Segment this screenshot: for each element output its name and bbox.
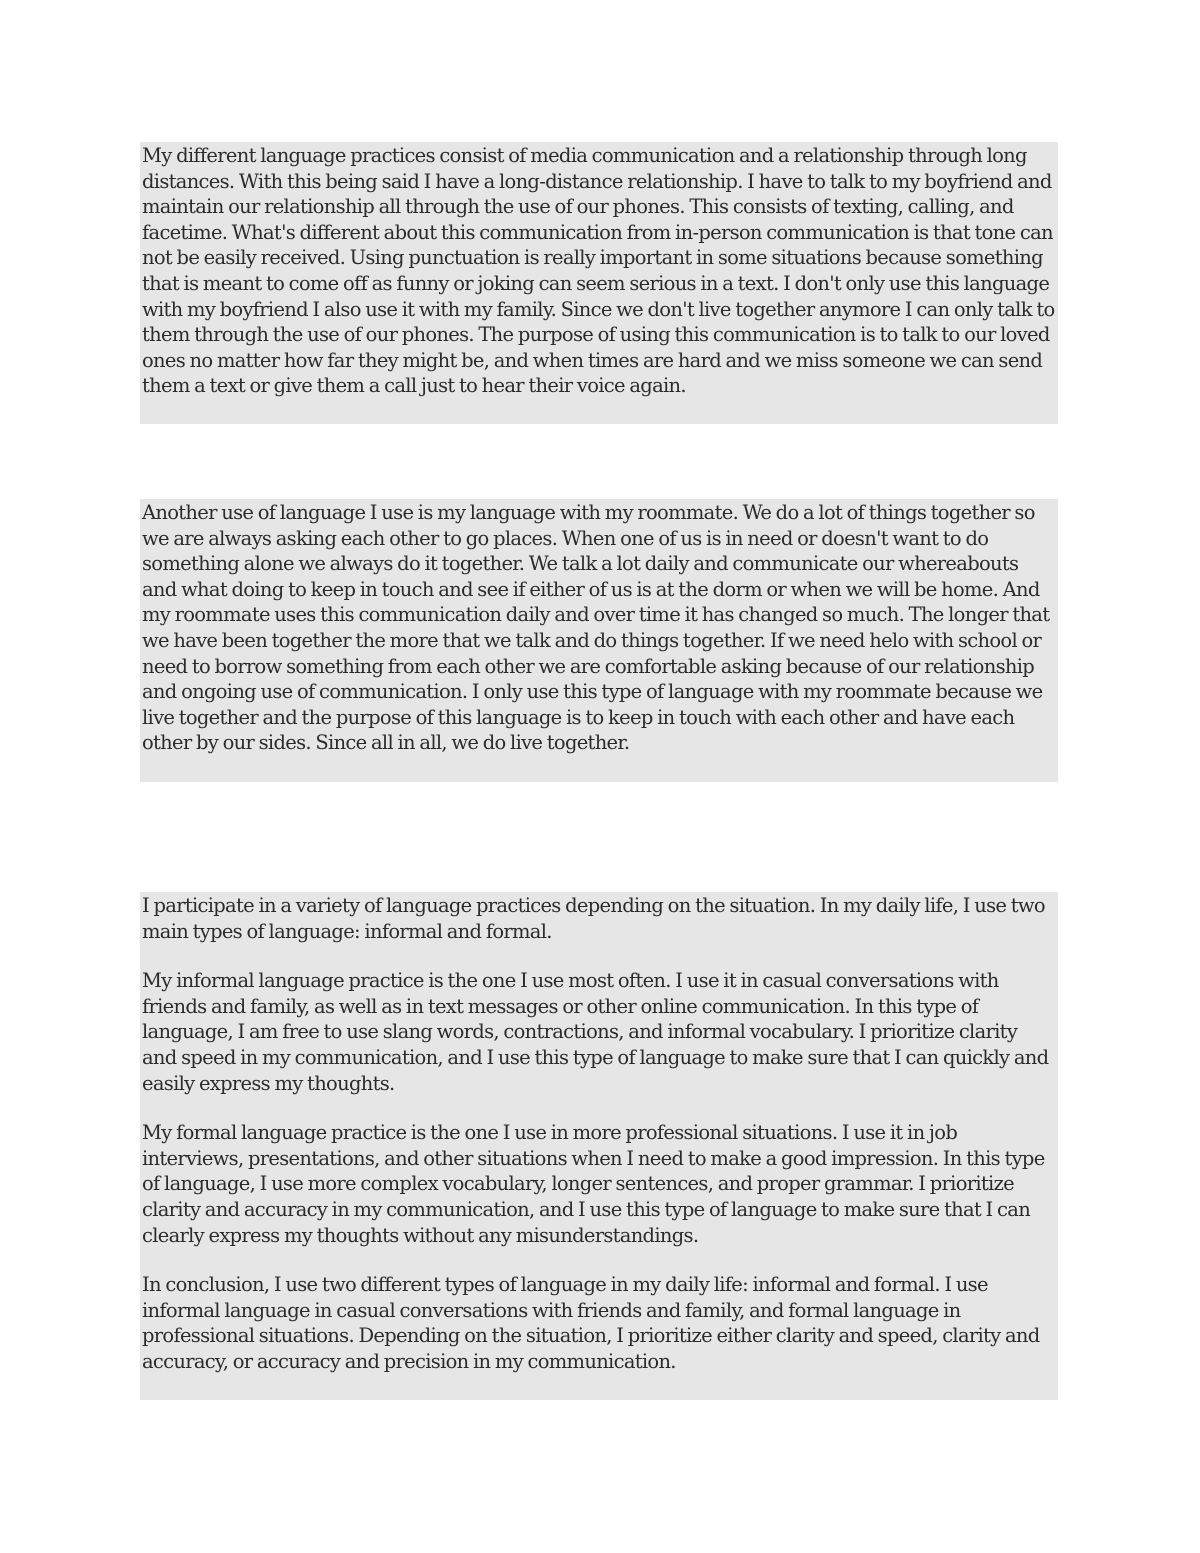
paragraph: Another use of language I use is my language with my roommate. We do a lot of things together so we are always asking each other to go places. When one of us is in need or doesn't want to do something alone we always do it together. We talk a lot daily and communicate our whereabouts and what doing to keep in touch and see if either of us is at the dorm or when we will be home. And my roommate uses this communication daily and over time it has changed so much. The longer that we have been together the more that we talk and do things together. If we need helo with school or need to borrow something from each other we are comfortable asking because of our relationship and ongoing use of communication. I only use this type of language with my roommate because we live together and the purpose of this language is to keep in touch with each other and have each other by our sides. Since all in all, we do live together. [142, 501, 1050, 755]
paragraph: My different language practices consist of media communication and a relationship through long distances. With this being said I have a long-distance relationship. I have to talk to my boyfriend and maintain our relationship all through the use of our phones. This consists of texting, calling, and facetime. What's different about this communication from in-person communication is that tone can not be easily received. Using punctuation is really important in some situations because something that is meant to come off as funny or joking can seem serious in a text. I don't only use this language with my boyfriend I also use it with my family. Since we don't live together anymore I can only talk to them through the use of our phones. The purpose of using this communication is to talk to our loved ones no matter how far they might be, and when times are hard and we miss someone we can send them a text or give them a call just to hear their voice again. [142, 144, 1055, 398]
paragraph-formal: My formal language practice is the one I use in more professional situations. I use it in job interviews, presentations, and other situations when I need to make a good impression. In this type of language, I use more complex vocabulary, longer sentences, and proper grammar. I prioritize clarity and accuracy in my communication, and I use this type of language to make sure that I can clearly express my thoughts without any misunderstandings. [142, 1121, 1045, 1247]
text-block-informal-formal [140, 892, 1058, 1400]
paragraph-conclusion: In conclusion, I use two different types of language in my daily life: informal and formal. I use informal language in casual conversations with friends and family, and formal language in professional situations. Depending on the situation, I prioritize either clarity and speed, clarity and accuracy, or accuracy and precision in my communication. [142, 1273, 1040, 1373]
paragraph-informal: My informal language practice is the one I use most often. I use it in casual conversations with friends and family, as well as in text messages or other online communication. In this type of language, I am free to use slang words, contractions, and informal vocabulary. I prioritize clarity and speed in my communication, and I use this type of language to make sure that I can quickly and easily express my thoughts. [142, 969, 1049, 1095]
text-block-media-communication [140, 142, 1058, 424]
paragraph-intro: I participate in a variety of language practices depending on the situation. In my daily life, I use two main types of language: informal and formal. [142, 894, 1045, 943]
text-block-roommate-language [140, 499, 1058, 782]
